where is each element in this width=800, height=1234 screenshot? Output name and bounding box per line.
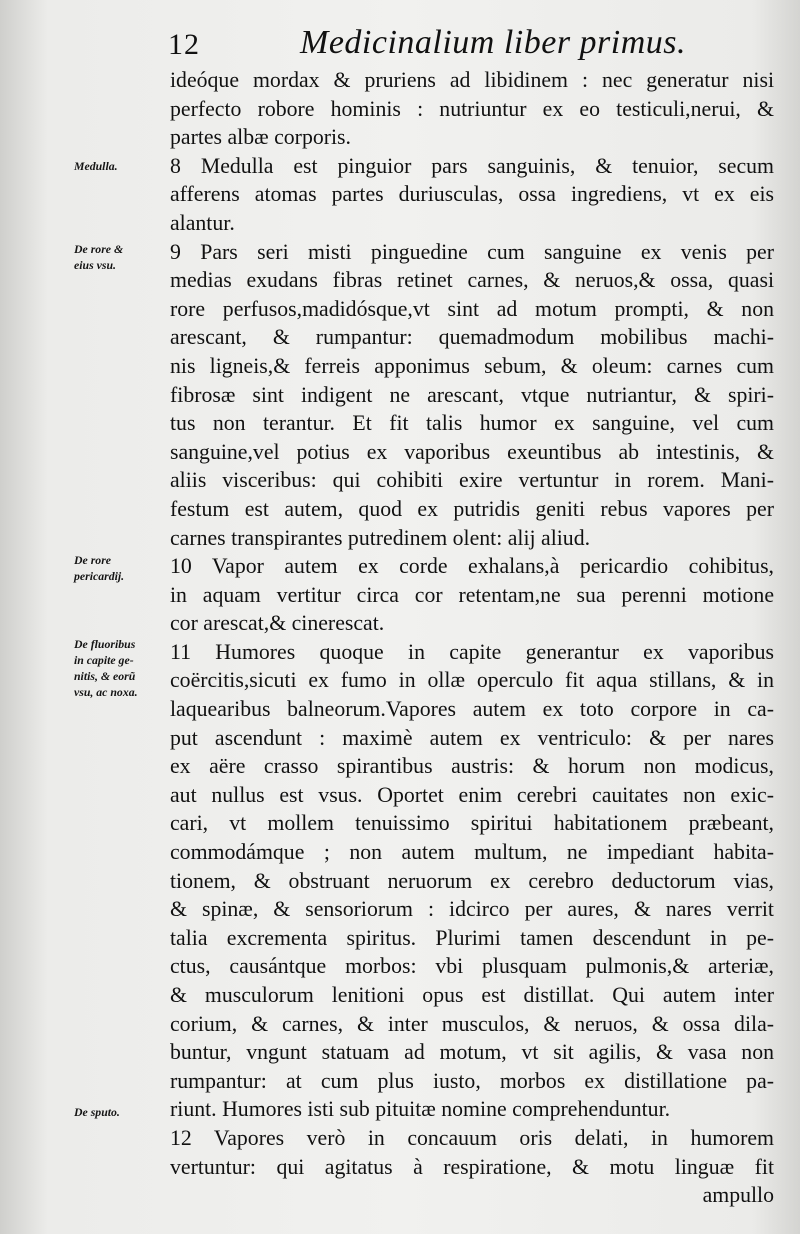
text-line: 9 Pars seri misti pinguedine cum sanguine ex venis per [170, 239, 774, 264]
text-line: & spinæ, & sensoriorum : idcirco per aures, & nares verrit [170, 897, 774, 922]
text-line: vertuntur: qui agitatus à respiratione, & motu linguæ fit [170, 1154, 774, 1179]
text-line: tus non terantur. Et fit talis humor ex sanguine, vel cum [170, 411, 774, 436]
text-line: 10 Vapor autem ex corde exhalans,à pericardio cohibitus, [170, 554, 774, 579]
text-line: talia excrementa spiritus. Plurimi tamen descendunt in pe- [170, 925, 774, 950]
page-number: 12 [168, 28, 200, 61]
text-line: nis ligneis,& ferreis apponimus sebum, & oleum: carnes cum [170, 353, 774, 378]
text-line: cari, vt mollem tenuissimo spiritui habitationem præbeant, [170, 811, 774, 836]
margin-note-line: vsu, ac noxa. [74, 685, 138, 699]
text-line: arescant, & rumpantur: quemadmodum mobilibus machi- [170, 325, 774, 350]
text-line: medias exudans fibras retinet carnes, & neruos,& ossa, quasi [170, 268, 774, 293]
text-line: perfecto robore hominis : nutriuntur ex eo testiculi,nerui, & [170, 96, 774, 121]
text-line: festum est autem, quod ex putridis geniti rebus vapores per [170, 496, 774, 521]
text-line: put ascendunt : maximè autem ex ventriculo: & per nares [170, 725, 774, 750]
text-line: corium, & carnes, & inter musculos, & neruos, & ossa dila- [170, 1011, 774, 1036]
running-title: Medicinalium liber primus. [300, 24, 687, 61]
margin-note-line: in capite ge- [74, 653, 134, 667]
page-header [0, 18, 800, 68]
margin-note-line: Medulla. [74, 159, 118, 173]
text-line: rore perfusos,madidósque,vt sint ad motum prompti, & non [170, 296, 774, 321]
text-line: 12 Vapores verò in concauum oris delati, in humorem [170, 1125, 774, 1150]
text-line: rumpantur: at cum plus iusto, morbos ex distillatione pa- [170, 1068, 774, 1093]
text-line: commodámque ; non autem multum, ne impediant habita- [170, 840, 774, 865]
margin-note-line: nitis, & eorũ [74, 669, 136, 683]
margin-note-line: De rore [74, 553, 112, 567]
margin-note-de-rore-pericardij [74, 552, 172, 584]
margin-note-de-sputo [74, 1104, 172, 1120]
margin-note-line: pericardij. [74, 569, 125, 583]
catchword: ampullo [702, 1183, 774, 1208]
body-text [170, 66, 774, 1210]
text-line: 11 Humores quoque in capite generantur ex vaporibus [170, 639, 774, 664]
text-line: & musculorum lenitioni opus est distillat. Qui autem inter [170, 983, 774, 1007]
text-line: alantur. [170, 210, 235, 235]
text-line: ideóque mordax & pruriens ad libidinem : nec generatur nisi [170, 68, 774, 92]
margin-note-line: De fluoribus [74, 637, 136, 651]
text-line: tionem, & obstruant neruorum ex cerebro deductorum vias, [170, 868, 774, 893]
text-line: 8 Medulla est pinguior pars sanguinis, & tenuior, secum [170, 153, 774, 178]
text-line: carnes transpirantes putredinem olent: alij aliud. [170, 525, 591, 550]
text-line: sanguine,vel potius ex vaporibus exeuntibus ab intestinis, & [170, 439, 774, 464]
text-line: cor arescat,& cinerescat. [170, 611, 385, 636]
margin-note-medulla [74, 158, 172, 174]
text-line: afferens atomas partes duriusculas, ossa ingrediens, vt ex eis [170, 182, 774, 207]
text-line: aliis visceribus: qui cohibiti exire vertuntur in rorem. Mani- [170, 468, 774, 493]
text-line: laquearibus balneorum.Vapores autem ex toto corpore in ca- [170, 697, 774, 722]
text-line: buntur, vngunt statuam ad motum, vt sit agilis, & vasa non [170, 1040, 774, 1065]
margin-note-de-rore [74, 241, 172, 273]
text-line: in aquam vertitur circa cor retentam,ne sua perenni motione [170, 582, 774, 607]
text-line: ctus, causántque morbos: vbi plusquam pulmonis,& arteriæ, [170, 954, 774, 979]
text-line: ex aëre crasso spirantibus austris: & horum non modicus, [170, 754, 774, 779]
margin-note-line: De rore & [74, 242, 124, 256]
text-line: partes albæ corporis. [170, 125, 351, 150]
text-line: riunt. Humores isti sub pituitæ nomine comprehenduntur. [170, 1097, 671, 1122]
text-line: coërcitis,sicuti ex fumo in ollæ operculo fit aqua stillans, & in [170, 668, 774, 693]
text-line: aut nullus est vsus. Oportet enim cerebri cauitates non exic- [170, 782, 774, 807]
margin-note-line: De sputo. [74, 1105, 120, 1119]
margin-note-line: eius vsu. [74, 258, 116, 272]
text-line: fibrosæ sint indigent ne arescant, vtque nutriantur, & spiri- [170, 382, 774, 407]
margin-note-de-fluoribus [74, 636, 172, 700]
